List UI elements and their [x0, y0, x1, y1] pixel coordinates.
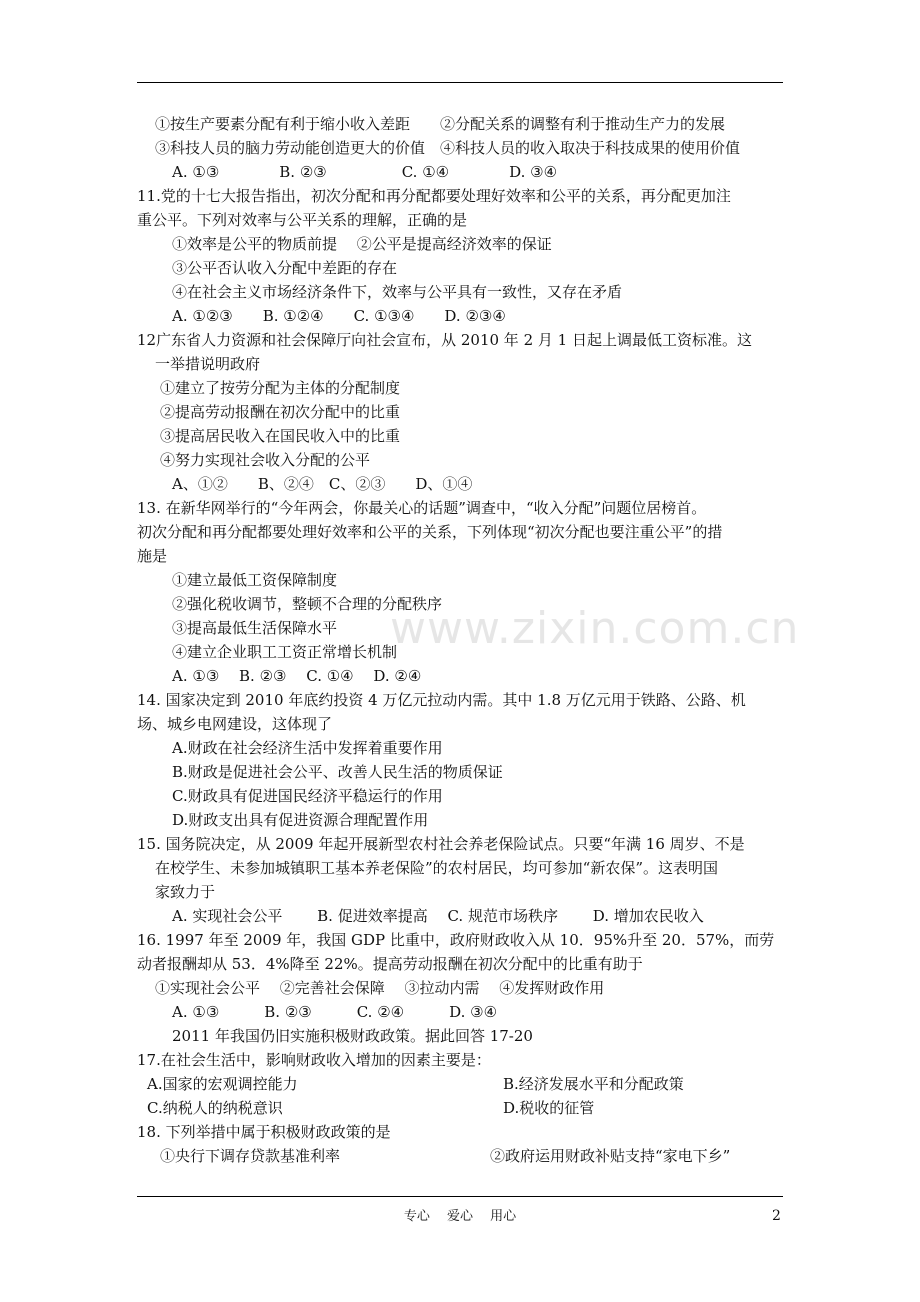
option-line: B.经济发展水平和分配政策	[503, 1075, 684, 1093]
option-line: ④建立企业职工工资正常增长机制	[172, 643, 398, 661]
option-line: C.财政具有促进国民经济平稳运行的作用	[172, 787, 443, 805]
question-text: 家致力于	[155, 883, 216, 901]
option-line: ③科技人员的脑力劳动能创造更大的价值 ④科技人员的收入取决于科技成果的使用价值	[155, 139, 741, 157]
option-line: ③公平否认收入分配中差距的存在	[172, 259, 398, 277]
answer-choices: A. ①②③ B. ①②④ C. ①③④ D. ②③④	[172, 307, 506, 325]
page-number: 2	[772, 1208, 781, 1224]
option-line: B.财政是促进社会公平、改善人民生活的物质保证	[172, 763, 503, 781]
question-12: 12广东省人力资源和社会保障厅向社会宣布，从 2010 年 2 月 1 日起上调最低工资标准。这	[137, 331, 752, 349]
option-line: ①央行下调存贷款基准利率	[160, 1147, 341, 1165]
option-line: ④在社会主义市场经济条件下，效率与公平具有一致性，又存在矛盾	[172, 283, 623, 301]
question-11: 11.党的十七大报告指出，初次分配和再分配都要处理好效率和公平的关系，再分配更加注	[137, 187, 731, 205]
option-line: ①建立最低工资保障制度	[172, 571, 338, 589]
question-15: 15. 国务院决定，从 2009 年起开展新型农村社会养老保险试点。只要“年满 16 周岁、不是	[137, 835, 745, 853]
answer-choices: A. ①③ B. ②③ C. ②④ D. ③④	[172, 1003, 498, 1021]
option-line: A.财政在社会经济生活中发挥着重要作用	[172, 739, 443, 757]
question-18: 18. 下列举措中属于积极财政政策的是	[137, 1123, 391, 1141]
option-line: ①效率是公平的物质前提 ②公平是提高经济效率的保证	[172, 235, 552, 253]
header-rule	[137, 82, 783, 83]
footer-text: 专心 爱心 用心	[403, 1209, 517, 1224]
question-14: 14. 国家决定到 2010 年底约投资 4 万亿元拉动内需。其中 1.8 万亿元用于铁路、公路、机	[137, 691, 746, 709]
question-13: 13. 在新华网举行的“今年两会，你最关心的话题”调查中，“收入分配”问题位居榜首。	[137, 499, 707, 517]
question-text: 一举措说明政府	[155, 355, 261, 373]
option-line: ④努力实现社会收入分配的公平	[160, 451, 371, 469]
option-line: ③提高最低生活保障水平	[172, 619, 338, 637]
option-line: C.纳税人的纳税意识	[147, 1099, 283, 1117]
question-text: 场、城乡电网建设，这体现了	[137, 715, 333, 733]
answer-choices: A、①② B、②④ C、②③ D、①④	[172, 475, 473, 493]
section-intro: 2011 年我国仍旧实施积极财政政策。据此回答 17-20	[172, 1027, 533, 1045]
option-line: ②政府运用财政补贴支持“家电下乡”	[490, 1147, 731, 1165]
question-text: 重公平。下列对效率与公平关系的理解，正确的是	[137, 211, 468, 229]
option-line: A.国家的宏观调控能力	[147, 1075, 298, 1093]
watermark: www.zixin.com.cn	[390, 603, 800, 654]
option-line: ②提高劳动报酬在初次分配中的比重	[160, 403, 401, 421]
question-text: 动者报酬却从 53．4%降至 22%。提高劳动报酬在初次分配中的比重有助于	[137, 955, 643, 973]
option-line: D.税收的征管	[503, 1099, 595, 1117]
option-line: D.财政支出具有促进资源合理配置作用	[172, 811, 429, 829]
answer-choices: A. ①③ B. ②③ C. ①④ D. ③④	[172, 163, 558, 181]
footer-rule	[137, 1196, 783, 1197]
option-line: ①实现社会公平 ②完善社会保障 ③拉动内需 ④发挥财政作用	[155, 979, 605, 997]
option-line: ①按生产要素分配有利于缩小收入差距 ②分配关系的调整有利于推动生产力的发展	[155, 115, 726, 133]
option-line: ②强化税收调节，整顿不合理的分配秩序	[172, 595, 443, 613]
answer-choices: A. ①③ B. ②③ C. ①④ D. ②④	[172, 667, 422, 685]
option-line: ③提高居民收入在国民收入中的比重	[160, 427, 401, 445]
answer-choices: A. 实现社会公平 B. 促进效率提高 C. 规范市场秩序 D. 增加农民收入	[172, 907, 704, 925]
question-17: 17.在社会生活中，影响财政收入增加的因素主要是：	[137, 1051, 491, 1069]
option-line: ①建立了按劳分配为主体的分配制度	[160, 379, 401, 397]
question-text: 施是	[137, 547, 168, 565]
question-text: 在校学生、未参加城镇职工基本养老保险”的农村居民，均可参加“新农保”。这表明国	[155, 859, 719, 877]
question-text: 初次分配和再分配都要处理好效率和公平的关系，下列体现“初次分配也要注重公平”的措	[137, 523, 723, 541]
question-16: 16. 1997 年至 2009 年，我国 GDP 比重中，政府财政收入从 10．95%升至 20．57%，而劳	[137, 931, 775, 949]
